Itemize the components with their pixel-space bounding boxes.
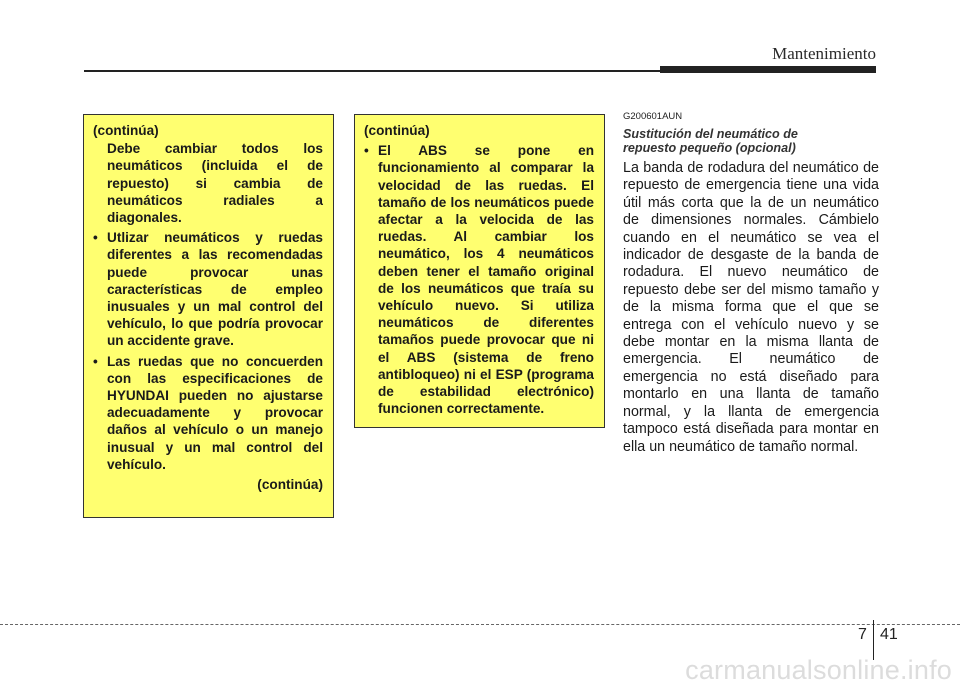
box-paragraph: Debe cambiar todos los neumáticos (incluida el de repuesto) si cambia de neumáticos radiales a diagonales.	[107, 141, 323, 226]
page-number-divider	[873, 620, 874, 660]
section-body: La banda de rodadura del neumático de repuesto de emergencia tiene una vida útil más corta que la de un neumático de dimensiones normales. Cámbielo cuando en el neumático se vea el indicador de desgaste de la banda de rodadura. El nuevo neumático de repuesto debe ser del mismo tamaño y de la misma forma que el que se entrega con el vehículo nuevo y se debe montar en la misma llanta de emergencia. El neumático de emergencia no está diseñado para montarlo en una llanta de tamaño normal, y la llanta de emergencia tampoco está diseñada para montar en ella un neumático de tamaño normal.	[623, 160, 879, 455]
warning-bullet-list	[93, 229, 323, 473]
page-number: 41	[880, 626, 898, 643]
warning-bullet: • El ABS se pone en funcionamiento al comparar la velocidad de las ruedas. El tamaño de los neumáticos puede afectar a la velocida de las ruedas. Al cambiar los neumático, los 4 neumáticos deben tener el tamaño original de los neumáticos que traía su vehículo nuevo. Si utiliza neumáticos de diferentes tamaños puede provocar que ni el ABS (sistema de freno antibloqueo) ni el ESP (programa de estabilidad electrónico) funcionen correctamente.	[364, 142, 594, 417]
section-title: Sustitución del neumático de repuesto pequeño (opcional)	[623, 127, 798, 155]
warning-bullet: • Utlizar neumáticos y ruedas diferentes a las recomendadas puede provocar unas características de empleo inusuales y un mal control del vehículo, lo que podría provocar un accidente grave.	[93, 229, 323, 349]
page-header-title: Mantenimiento	[772, 44, 876, 63]
header-rule	[84, 70, 664, 72]
watermark: carmanualsonline.info	[685, 655, 952, 685]
header-rule-accent	[660, 66, 876, 73]
warning-bullet-list	[364, 142, 594, 417]
warning-box-left	[83, 114, 334, 518]
box-continued-label: (continúa)	[364, 123, 430, 138]
box-continues-label: (continúa)	[257, 477, 323, 493]
section-code: G200601AUN	[623, 111, 683, 122]
warning-bullet: • Las ruedas que no concuerden con las especificaciones de HYUNDAI pueden no ajustarse adecuadamente y provocar daños al vehículo o un manejo inusual y un mal control del vehículo.	[93, 353, 323, 473]
warning-box-middle	[354, 114, 605, 428]
box-continued-label: (continúa)	[93, 123, 159, 138]
footer-rule	[0, 624, 960, 625]
chapter-number: 7	[858, 626, 867, 643]
